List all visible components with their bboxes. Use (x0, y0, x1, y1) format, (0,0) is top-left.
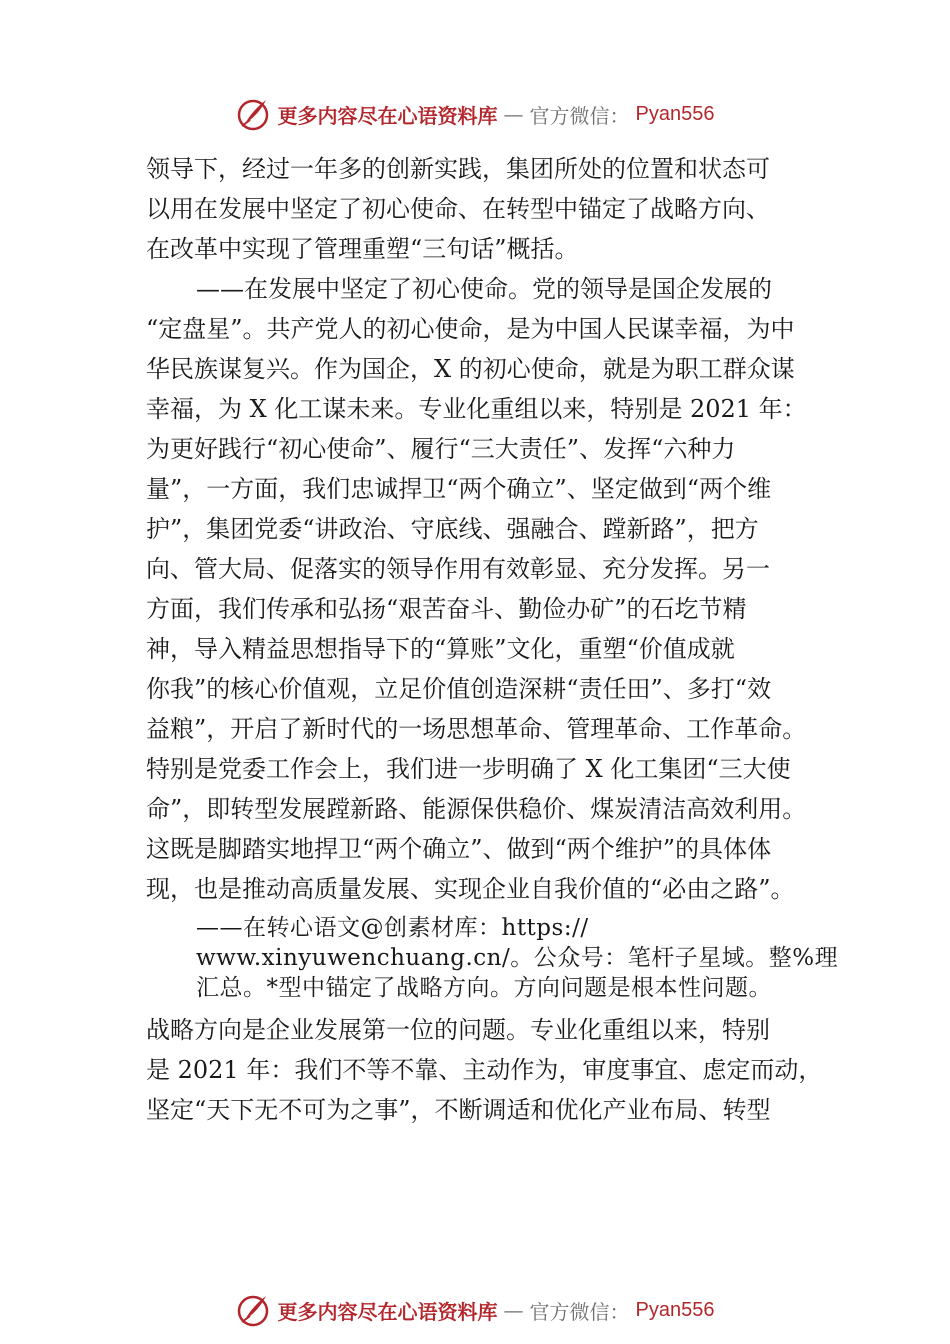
banner-red-text: 更多内容尽在心语资料库 (277, 103, 498, 128)
body-line: 战略方向是企业发展第一位的问题。专业化重组以来，特别 (146, 1016, 770, 1044)
body-line: 护”，集团党委“讲政治、守底线、强融合、蹚新路”，把方 (146, 515, 759, 543)
body-line: ——在发展中坚定了初心使命。党的领导是国企发展的 (196, 275, 772, 303)
body-line: 益粮”，开启了新时代的一场思想革命、管理革命、工作革命。 (146, 715, 807, 743)
body-line: 在改革中实现了管理重塑“三句话”概括。 (146, 235, 579, 263)
banner-dash: — (503, 1298, 524, 1322)
body-line: 神，导入精益思想指导下的“算账”文化，重塑“价值成就 (146, 635, 735, 663)
banner-wechat-id: Pyan556 (635, 102, 715, 125)
banner-dash: — (503, 102, 524, 126)
body-line: 汇总。*型中锚定了战略方向。方向问题是根本性问题。 (196, 975, 772, 1001)
banner-red-text: 更多内容尽在心语资料库 (277, 1299, 498, 1324)
body-line: 领导下，经过一年多的创新实践，集团所处的位置和状态可 (146, 155, 770, 183)
body-line: 现，也是推动高质量发展、实现企业自我价值的“必由之路”。 (146, 875, 795, 903)
body-line: 这既是脚踏实地捍卫“两个确立”、做到“两个维护”的具体体 (146, 835, 772, 863)
body-line: 华民族谋复兴。作为国企，X 的初心使命，就是为职工群众谋 (146, 355, 795, 383)
banner-wechat-id: Pyan556 (635, 1298, 715, 1321)
body-line: “定盘星”。共产党人的初心使命，是为中国人民谋幸福，为中 (146, 315, 795, 343)
body-line: 命”，即转型发展蹚新路、能源保供稳价、煤炭清洁高效利用。 (146, 795, 807, 823)
body-line: 向、管大局、促落实的领导作用有效彰显、充分发挥。另一 (146, 555, 770, 583)
body-line: 特别是党委工作会上，我们进一步明确了 X 化工集团“三大使 (146, 755, 791, 783)
banner-gray-text: 官方微信： (529, 1299, 630, 1324)
quill-seal-icon (236, 1292, 272, 1328)
body-line: ——在转心语文@创素材库：https:// (196, 915, 589, 941)
body-line: 幸福，为 X 化工谋未来。专业化重组以来，特别是 2021 年： (146, 395, 807, 423)
body-line: 为更好践行“初心使命”、履行“三大责任”、发挥“六种力 (146, 435, 736, 463)
body-line: 是 2021 年：我们不等不靠、主动作为，审度事宜、虑定而动， (146, 1056, 823, 1084)
banner-gray-text: 官方微信： (529, 103, 630, 128)
body-line: 以用在发展中坚定了初心使命、在转型中锚定了战略方向、 (146, 195, 770, 223)
footer-banner (0, 1288, 950, 1332)
body-line: 量”，一方面，我们忠诚捍卫“两个确立”、坚定做到“两个维 (146, 475, 772, 503)
body-line: 方面，我们传承和弘扬“艰苦奋斗、勤俭办矿”的石圪节精 (146, 595, 747, 623)
body-line: www.xinyuwenchuang.cn/。公众号：笔杆子星域。整%理 (196, 945, 839, 971)
body-line: 你我”的核心价值观，立足价值创造深耕“责任田”、多打“效 (146, 675, 772, 703)
body-line: 坚定“天下无不可为之事”，不断调适和优化产业布局、转型 (146, 1096, 771, 1124)
